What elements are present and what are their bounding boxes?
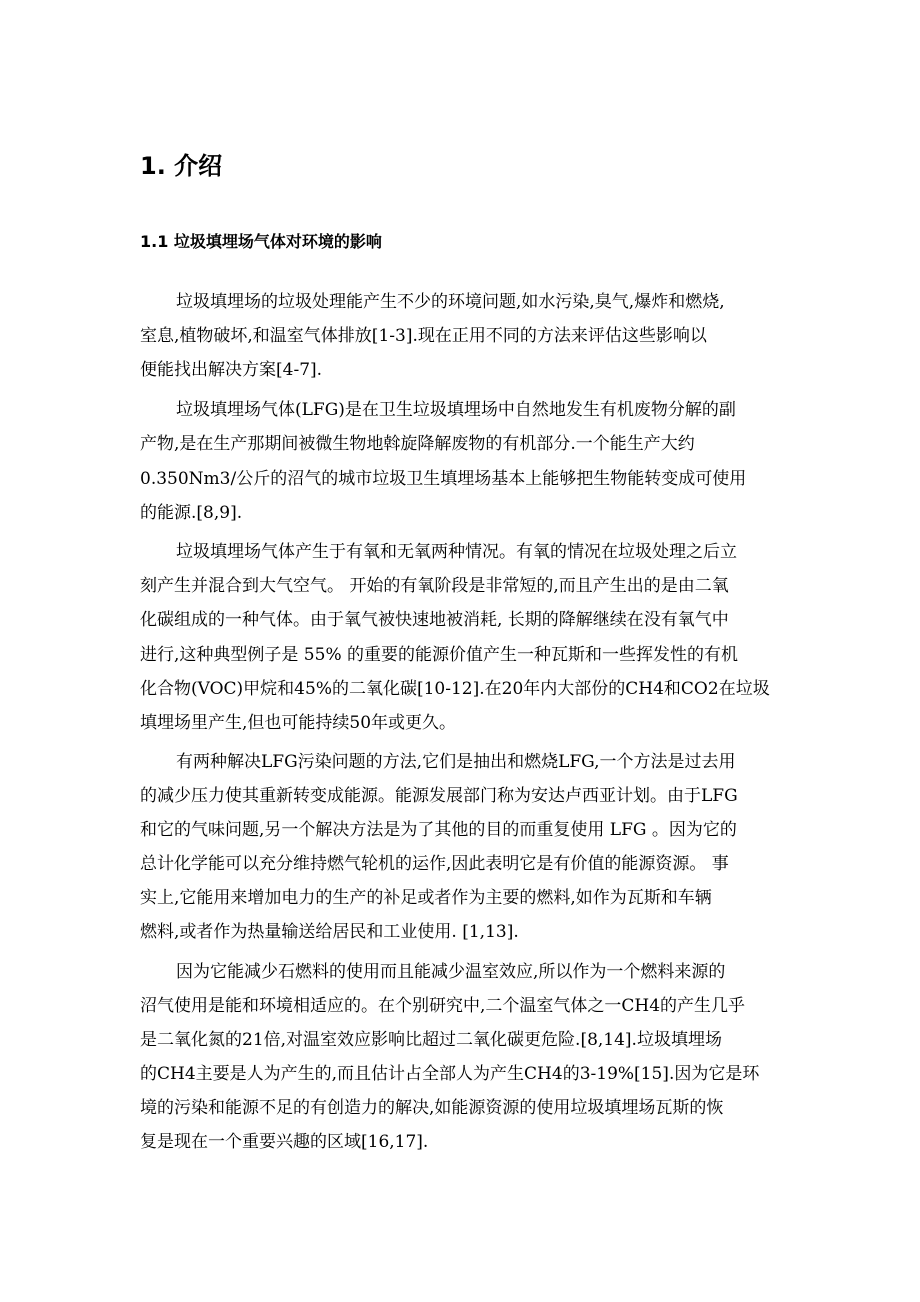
paragraph-3-line-4: 进行,这种典型例子是 55% 的重要的能源价值产生一种瓦斯和一些挥发性的有机 (140, 645, 738, 665)
paragraph-2-line-2: 产物,是在生产那期间被微生物地斡旋降解废物的有机部分.一个能生产大约 (140, 434, 695, 454)
paragraph-2-line-3: 0.350Nm3/公斤的沼气的城市垃圾卫生填埋场基本上能够把生物能转变成可使用 (140, 469, 747, 489)
paragraph-1-line-1: 垃圾填埋场的垃圾处理能产生不少的环境问题,如水污染,臭气,爆炸和燃烧, (176, 292, 725, 312)
paragraph-4-line-5: 实上,它能用来增加电力的生产的补足或者作为主要的燃料,如作为瓦斯和车辆 (140, 888, 712, 908)
paragraph-5-line-5: 境的污染和能源不足的有创造力的解决,如能源资源的使用垃圾填埋场瓦斯的恢 (140, 1098, 724, 1118)
paragraph-4-line-2: 的减少压力使其重新转变成能源。能源发展部门称为安达卢西亚计划。由于LFG (140, 786, 738, 806)
paragraph-2-line-1: 垃圾填埋场气体(LFG)是在卫生垃圾填埋场中自然地发生有机废物分解的副 (176, 400, 736, 420)
subsection-heading: 1.1 垃圾填埋场气体对环境的影响 (140, 232, 382, 251)
paragraph-3-line-6: 填埋场里产生,但也可能持续50年或更久。 (140, 713, 457, 733)
paragraph-5-line-1: 因为它能减少石燃料的使用而且能减少温室效应,所以作为一个燃料来源的 (176, 962, 726, 982)
paragraph-1-line-3: 便能找出解决方案[4-7]. (140, 360, 323, 380)
paragraph-3-line-2: 刻产生并混合到大气空气。 开始的有氧阶段是非常短的,而且产生出的是由二氧 (140, 576, 729, 596)
paragraph-5-line-4: 的CH4主要是人为产生的,而且估计占全部人为产生CH4的3-19%[15].因为它是环 (140, 1064, 760, 1084)
paragraph-3-line-3: 化碳组成的一种气体。由于氧气被快速地被消耗, 长期的降解继续在没有氧气中 (140, 610, 729, 630)
paragraph-4-line-3: 和它的气味问题,另一个解决方法是为了其他的目的而重复使用 LFG 。因为它的 (140, 820, 737, 840)
paragraph-4-line-1: 有两种解决LFG污染问题的方法,它们是抽出和燃烧LFG,一个方法是过去用 (176, 752, 736, 772)
paragraph-5-line-2: 沼气使用是能和环境相适应的。在个别研究中,二个温室气体之一CH4的产生几乎 (140, 996, 746, 1016)
paragraph-4-line-4: 总计化学能可以充分维持燃气轮机的运作,因此表明它是有价值的能源资源。 事 (140, 854, 729, 874)
paragraph-2-line-4: 的能源.[8,9]. (140, 503, 243, 523)
paragraph-5-line-6: 复是现在一个重要兴趣的区域[16,17]. (140, 1132, 429, 1152)
paragraph-3-line-1: 垃圾填埋场气体产生于有氧和无氧两种情况。有氧的情况在垃圾处理之后立 (176, 542, 737, 562)
section-heading: 1. 介绍 (140, 152, 223, 180)
paragraph-3-line-5: 化合物(VOC)甲烷和45%的二氧化碳[10-12].在20年内大部份的CH4和CO2在垃圾 (140, 679, 770, 699)
paragraph-1-line-2: 室息,植物破坏,和温室气体排放[1-3].现在正用不同的方法来评估这些影响以 (140, 326, 707, 346)
paragraph-5-line-3: 是二氧化氮的21倍,对温室效应影响比超过二氧化碳更危险.[8,14].垃圾填埋场 (140, 1030, 722, 1050)
paragraph-4-line-6: 燃料,或者作为热量输送给居民和工业使用. [1,13]. (140, 922, 519, 942)
